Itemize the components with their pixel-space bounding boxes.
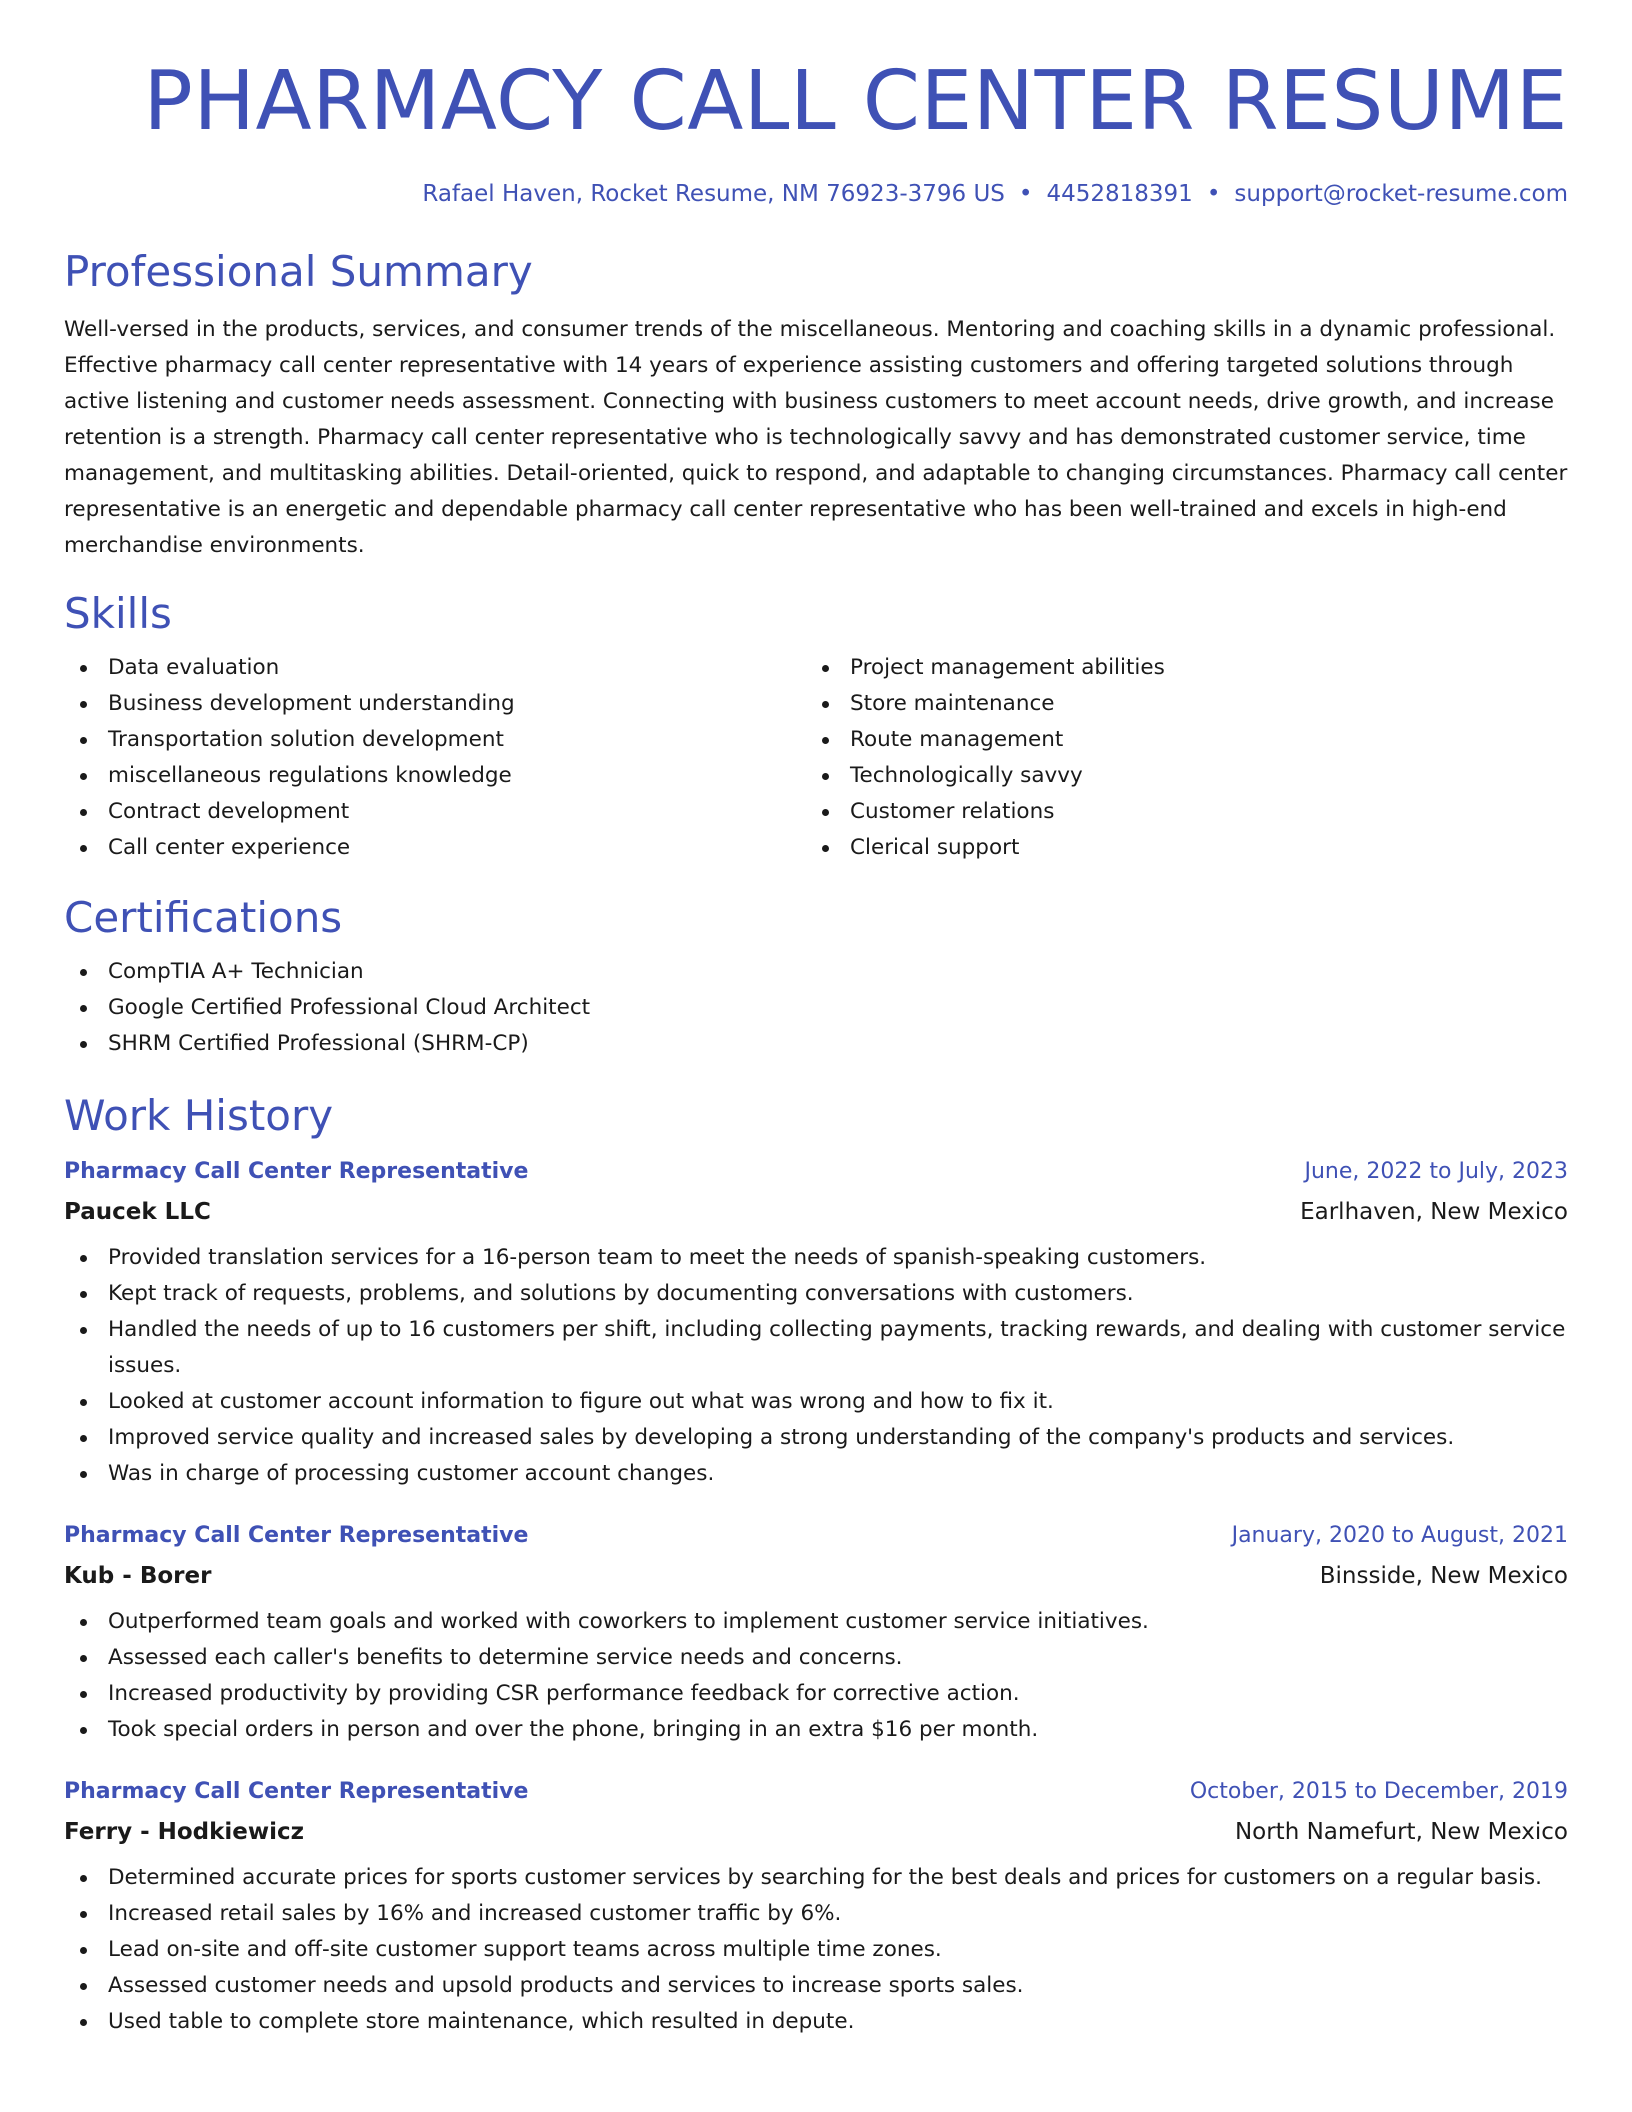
- job-duty-item: Increased productivity by providing CSR performance feedback for corrective action.: [64, 1676, 1568, 1712]
- job-duty-item: Lead on-site and off-site customer support teams across multiple time zones.: [64, 1932, 1568, 1968]
- job-duty-item: Increased retail sales by 16% and increased customer traffic by 6%.: [64, 1896, 1568, 1932]
- job-entry: [64, 1152, 1568, 1492]
- skill-item: Data evaluation: [64, 650, 806, 686]
- contact-separator: •: [1018, 181, 1033, 207]
- job-duty-item: Improved service quality and increased sales by developing a strong understanding of the company's products and services.: [64, 1420, 1568, 1456]
- contact-email: support@rocket-resume.com: [1234, 181, 1568, 207]
- job-duties-list: [64, 1604, 1568, 1748]
- certification-item: SHRM Certified Professional (SHRM-CP): [64, 1026, 1568, 1062]
- skill-item: Contract development: [64, 794, 806, 830]
- job-duty-item: Outperformed team goals and worked with coworkers to implement customer service initiatives.: [64, 1604, 1568, 1640]
- job-duties-list: [64, 1860, 1568, 2040]
- skill-item: Project management abilities: [806, 650, 1548, 686]
- certifications-heading: Certifications: [64, 893, 343, 942]
- job-company-row: [64, 1192, 1568, 1232]
- job-entry: [64, 1516, 1568, 1748]
- skill-item: Route management: [806, 722, 1548, 758]
- resume-page: [64, 0, 1568, 2040]
- skill-item: Store maintenance: [806, 686, 1548, 722]
- job-company: Paucek LLC: [64, 1199, 211, 1225]
- certifications-list: [64, 954, 1568, 1062]
- job-company-row: [64, 1556, 1568, 1596]
- skills-list-right: [806, 650, 1548, 866]
- job-company: Ferry - Hodkiewicz: [64, 1819, 305, 1845]
- skill-item: Clerical support: [806, 830, 1548, 866]
- summary-heading: Professional Summary: [64, 247, 533, 296]
- job-header-row: [64, 1152, 1568, 1192]
- contact-address: Rafael Haven, Rocket Resume, NM 76923-3796 US: [422, 181, 1005, 207]
- job-duty-item: Provided translation services for a 16-person team to meet the needs of spanish-speaking customers.: [64, 1240, 1568, 1276]
- job-header-row: [64, 1772, 1568, 1812]
- job-duty-item: Determined accurate prices for sports customer services by searching for the best deals and prices for customers on a regular basis.: [64, 1860, 1568, 1896]
- skills-heading: Skills: [64, 589, 172, 638]
- job-duty-item: Assessed customer needs and upsold products and services to increase sports sales.: [64, 1968, 1568, 2004]
- job-location: North Namefurt, New Mexico: [1234, 1819, 1568, 1845]
- job-duty-item: Assessed each caller's benefits to determine service needs and concerns.: [64, 1640, 1568, 1676]
- job-location: Binsside, New Mexico: [1319, 1563, 1568, 1589]
- skills-grid: [64, 650, 1568, 866]
- job-location: Earlhaven, New Mexico: [1300, 1199, 1568, 1225]
- job-dates: June, 2022 to July, 2023: [1304, 1159, 1568, 1184]
- skill-item: Transportation solution development: [64, 722, 806, 758]
- contact-phone: 4452818391: [1046, 181, 1193, 207]
- contact-separator: •: [1206, 181, 1221, 207]
- skills-list-left: [64, 650, 806, 866]
- job-title: Pharmacy Call Center Representative: [64, 1523, 529, 1548]
- skill-item: Call center experience: [64, 830, 806, 866]
- skill-item: Business development understanding: [64, 686, 806, 722]
- job-duty-item: Handled the needs of up to 16 customers per shift, including collecting payments, tracking rewards, and dealing with customer service issues.: [64, 1312, 1568, 1384]
- certification-item: Google Certified Professional Cloud Architect: [64, 990, 1568, 1026]
- job-duty-item: Looked at customer account information to figure out what was wrong and how to fix it.: [64, 1384, 1568, 1420]
- contact-line: [64, 178, 1568, 210]
- job-header-row: [64, 1516, 1568, 1556]
- job-company: Kub - Borer: [64, 1563, 212, 1589]
- skill-item: miscellaneous regulations knowledge: [64, 758, 806, 794]
- job-title: Pharmacy Call Center Representative: [64, 1159, 529, 1184]
- job-duties-list: [64, 1240, 1568, 1492]
- job-duty-item: Kept track of requests, problems, and solutions by documenting conversations with customers.: [64, 1276, 1568, 1312]
- summary-text: Well-versed in the products, services, and consumer trends of the miscellaneous. Mentoring and coaching skills in a dynamic professional. Effective pharmacy call center representative with 14 years of experience assisting customers and offering targeted solutions through active listening and customer needs assessment. Connecting with business customers to meet account needs, drive growth, and increase retention is a strength. Pharmacy call center representative who is technologically savvy and has demonstrated customer service, time management, and multitasking abilities. Detail-oriented, quick to respond, and adaptable to changing circumstances. Pharmacy call center representative is an energetic and dependable pharmacy call center representative who has been well-trained and excels in high-end merchandise environments.: [64, 317, 1568, 558]
- job-duty-item: Used table to complete store maintenance, which resulted in depute.: [64, 2004, 1568, 2040]
- job-dates: January, 2020 to August, 2021: [1231, 1523, 1568, 1548]
- skill-item: Customer relations: [806, 794, 1548, 830]
- job-duty-item: Took special orders in person and over the phone, bringing in an extra $16 per month.: [64, 1712, 1568, 1748]
- resume-title: PHARMACY CALL CENTER RESUME: [143, 54, 1568, 149]
- certification-item: CompTIA A+ Technician: [64, 954, 1568, 990]
- job-duty-item: Was in charge of processing customer account changes.: [64, 1456, 1568, 1492]
- skill-item: Technologically savvy: [806, 758, 1548, 794]
- job-title: Pharmacy Call Center Representative: [64, 1779, 529, 1804]
- job-company-row: [64, 1812, 1568, 1852]
- job-entry: [64, 1772, 1568, 2040]
- work-history-heading: Work History: [64, 1091, 334, 1140]
- job-dates: October, 2015 to December, 2019: [1189, 1779, 1568, 1804]
